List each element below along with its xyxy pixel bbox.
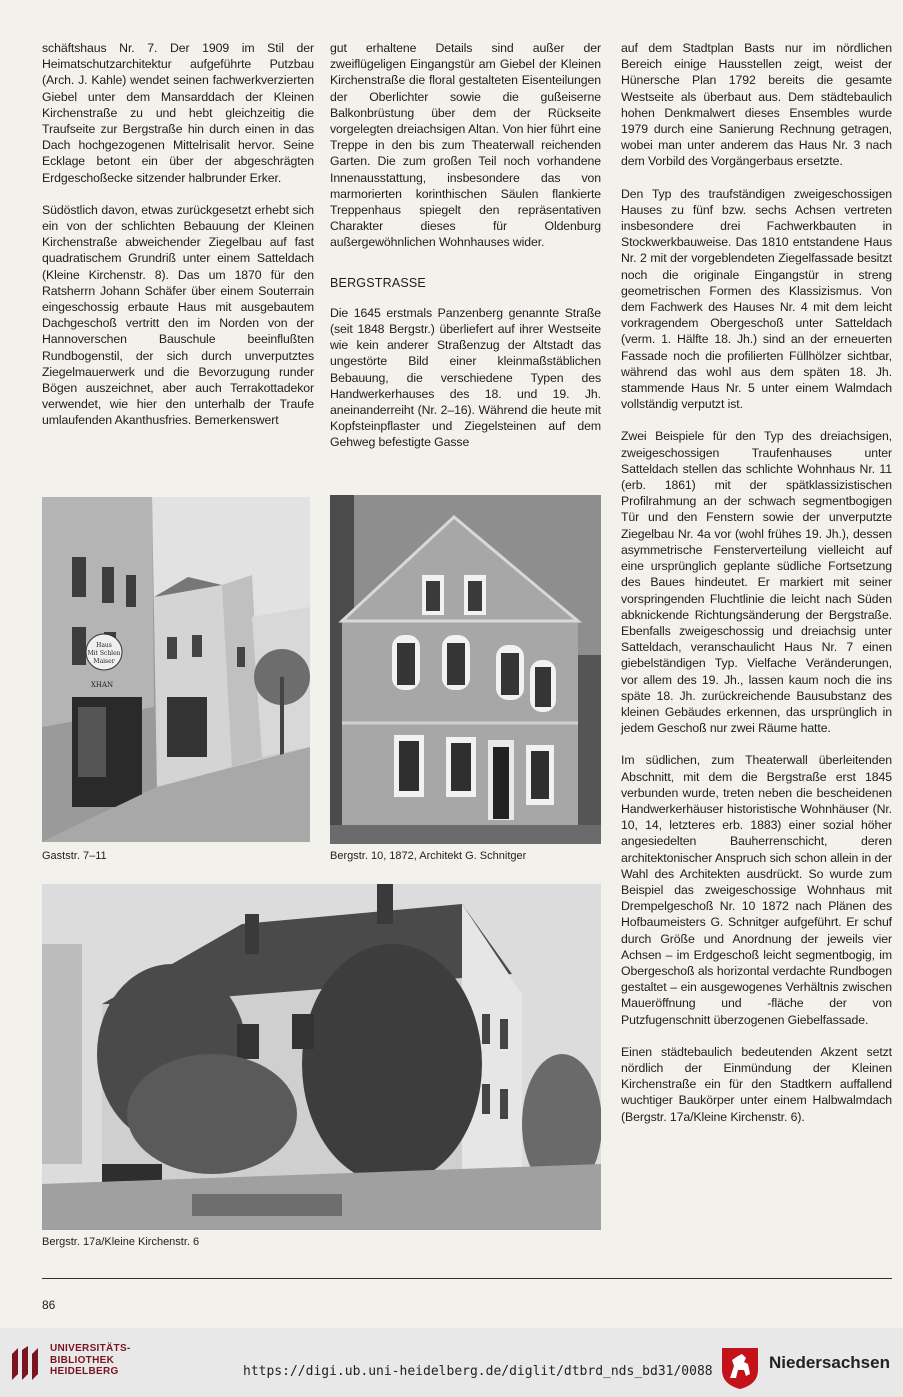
street-photo-illustration: [42, 497, 310, 842]
section-heading: BERGSTRASSE: [330, 275, 426, 290]
text-column-middle: [330, 40, 601, 451]
sign-line-2: Mit Schlen: [87, 650, 121, 657]
facade-photo-illustration: [330, 495, 601, 844]
caption-photo-2: Bergstr. 10, 1872, Architekt G. Schnitger: [330, 850, 527, 862]
library-name-line: BIBLIOTHEK: [50, 1354, 115, 1366]
permalink-url[interactable]: https://digi.ub.uni-heidelberg.de/diglit/dtbrd_nds_bd31/0088: [243, 1364, 713, 1379]
sign-xhan: XHAN: [90, 681, 114, 689]
horse-emblem-icon: [720, 1346, 760, 1390]
paragraph: Den Typ des traufständigen zweigeschossigen Hauses zu fünf bzw. sechs Achsen vertreten insbesondere drei Fachwerkbauten in Stockwerkbauweise. Das 1810 entstandene Haus Nr. 2 mit der vorgeblendeten Ziegelfassade besitzt noch die originale Eingangstür in streng geometrischen Formen des Klassizismus. Von dem Fachwerk des Hauses Nr. 4 mit dem leicht vorkragendem Obergeschoß unter Satteldach (verm. 1. Hälfte 18. Jh.) sind an der erneuerten Fassade noch die profilierten Füllhölzer sichtbar, während das wohl aus dem späten 18. Jh. stammende Haus Nr. 5 unter einem Walmdach vollständig verputzt ist.: [621, 186, 892, 412]
paragraph: gut erhaltene Details sind außer der zweiflügeligen Eingangstür am Giebel der Kleinen Kirchenstraße die floral gestalteten Eisenteilungen der Oberlichter sowie die gußeiserne Balkonbrüstung über dem der Rückseite vorgelegten dreiachsigen Altan. Von hier führt eine Treppe in den bis zum Theaterwall reichenden Garten. Die zum großen Teil noch vorhandene Innenausstattung, insbesondere das von marmorierten korinthischen Säulen flankierte Treppenhaus spiegelt den repräsentativen Charakter dieses für Oldenburg außergewöhnlichen Wohnhauses wider.: [330, 41, 601, 250]
heidelberg-library-icon: [8, 1344, 44, 1382]
photo-bergstrasse-17a: [42, 884, 601, 1230]
text-column-right: [621, 40, 892, 1125]
text-column-left: [42, 40, 314, 429]
caption-photo-3: Bergstr. 17a/Kleine Kirchenstr. 6: [42, 1236, 200, 1248]
building-photo-illustration: [42, 884, 601, 1230]
paragraph: Südöstlich davon, etwas zurückgesetzt erhebt sich ein von der schlichten Bebauung der Kleinen Kirchenstraße abweichender Ziegelbau auf fast quadratischem Grundriß unter einem Satteldach (Kleine Kirchenstr. 8). Das um 1870 für den Ratsherrn Johann Schäfer über einem Souterrain eingeschossig erbaute Haus mit ausgebautem Dachgeschoß vertritt den im Norden von der Hannoverschen Bauschule beeinflußten Rundbogenstil, der sich durch unverputztes Ziegelmauerwerk und die Bevorzugung runder Bögen auszeichnet, aber auch Terrakottadekor verwendet, wie hier den unterhalb der Traufe umlaufenden Akanthusfries. Bemerkenswert: [42, 202, 314, 428]
paragraph: Zwei Beispiele für den Typ des dreiachsigen, zweigeschossigen Traufenhauses unter Satteldach stellen das schlichte Wohnhaus Nr. 11 (erb. 1861) mit der spätklassizistischen Profilrahmung an der schwach segmentbogigen Tür und den Fenstern sowie der unverputzte Ziegelbau Nr. 4a vor (wohl frühes 19. Jh.), dessen asymmetrische Fensterverteilung vielleicht auf eine ursprünglich geplante südliche Fortsetzung des Baues hindeutet. Er markiert mit seiner vorspringenden Fluchtlinie die leicht nach Süden abknickende Richtungsänderung der Bergstraße. Ebenfalls zweigeschossig und dreiachsig unter Satteldach, veranschaulicht Haus Nr. 7 einen giebelständigen Typ. Vielfache Veränderungen, vor allem des 19. Jh., lassen kaum noch die ins späte 18. Jh. zurückreichende Bausubstanz des kleinen Gebäudes erkennen, das ursprünglich in jedem Geschoß nur zwei Räume hatte.: [621, 429, 892, 736]
paragraph: Die 1645 erstmals Panzenberg genannte Straße (seit 1848 Bergstr.) überliefert auf ihrer Westseite wie kein anderer Straßenzug der Altstadt das ungestörte Bild einer kleinmaßstäblichen Bebauung, die verschiedene Typen des Handwerkerhauses des 18. und 19. Jh. aneinanderreiht (Nr. 2–16). Während die heute mit Kopfsteinpflaster und Ziegelsteinen auf dem Gehweg befestigte Gasse: [330, 305, 601, 450]
sign-line-1: Haus: [96, 642, 112, 649]
state-name[interactable]: Niedersachsen: [769, 1353, 890, 1372]
university-library-logo[interactable]: [8, 1344, 44, 1387]
library-name-line: UNIVERSITÄTS-: [50, 1343, 131, 1354]
digitization-footer: [0, 1328, 903, 1397]
footer-rule: [42, 1278, 892, 1279]
paragraph: auf dem Stadtplan Basts nur im nördlichen Bereich einige Hausstellen zeigt, weist der Hünersche Plan 1792 bereits die gesamte Westseite als überbaut aus. Dem städtebaulich hohen Denkmalwert dieses Ensembles wurde 1979 durch eine Sanierung Rechnung getragen, wobei man unter anderem das Haus Nr. 3 nach dem Vorbild des Vorgängerbaus ersetzte.: [621, 41, 892, 169]
niedersachsen-coat-of-arms[interactable]: [720, 1346, 760, 1395]
photo-bergstrasse-10: [330, 495, 601, 844]
sign-line-3: Maiser: [93, 658, 115, 665]
paragraph: Im südlichen, zum Theaterwall überleitenden Abschnitt, mit dem die Bergstraße erst 1845 verbunden wurde, treten neben die bescheidenen Handwerkerhäuser historistische Wohnhäuser (Nr. 10, 14, letzteres erb. 1883) einer sozial höher angesiedelten Bauherrenschicht, deren architektonischer Anspruch sich schon allein in der Wahl des Architekten ausdrückt. So wurde zum Beispiel das zweigeschossige Wohnhaus mit Drempelgeschoß Nr. 10 1872 nach Plänen des Hofbaumeisters G. Schnitger aufgeführt. Er schuf durch Größe und Anordnung der jeweils vier Achsen – im Erdgeschoß leicht segmentbogig, im Obergeschoß als horizontal verdachte Rundbogen gestaltet – ein ausgewogenes Verhältnis zwischen Maueröffnung und -fläche der von Putzfugenschnitt überzogenen Giebelfassade.: [621, 753, 892, 1027]
paragraph: Einen städtebaulich bedeutenden Akzent setzt nördlich der Einmündung der Kleinen Kirchenstraße ein für den Stadtkern auffallend wuchtiger Baukörper unter einem Halbwalmdach (Bergstr. 17a/Kleine Kirchenstr. 6).: [621, 1044, 892, 1124]
photo-gaststrasse: [42, 497, 310, 842]
caption-photo-1: Gaststr. 7–11: [42, 850, 107, 862]
university-library-name[interactable]: [50, 1343, 131, 1378]
library-name-line: HEIDELBERG: [50, 1366, 119, 1377]
paragraph: schäftshaus Nr. 7. Der 1909 im Stil der Heimatschutzarchitektur aufgeführte Putzbau (Arch. J. Kahle) wendet seinen fachwerkverzierten Giebel unter dem Mansarddach der Kleinen Kirchenstraße zu und hebt gleichzeitig die Traufseite zur Bergstraße hin durch einen in das Dach hochgezogenen Mittelrisalit hervor. Seine Ecklage betont ein über der abgeschrägten Erdgeschoßecke sitzender halbrunder Erker.: [42, 41, 314, 185]
page-number: 86: [42, 1298, 56, 1312]
